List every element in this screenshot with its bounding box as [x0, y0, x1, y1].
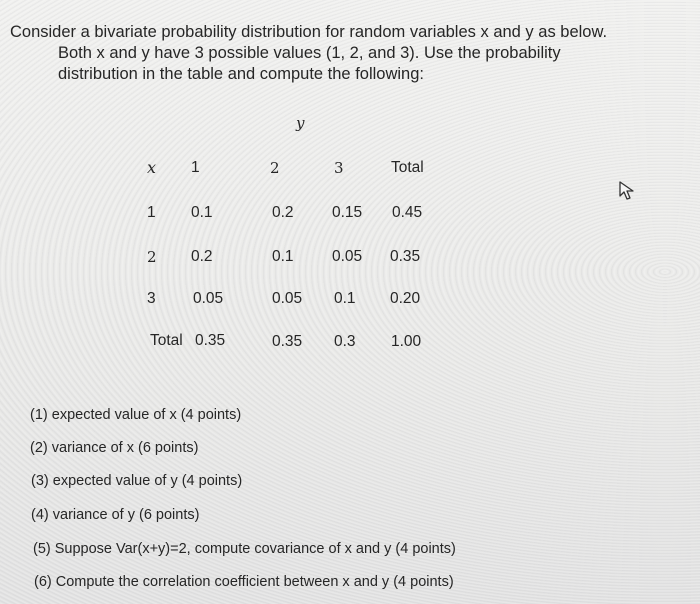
row-label: Total	[150, 332, 183, 349]
question-item: (2) variance of x (6 points)	[30, 440, 199, 456]
header-cell: Total	[391, 159, 424, 176]
x-axis-label: x	[147, 158, 157, 177]
table-cell: 0.2	[191, 248, 213, 265]
question-item: (1) expected value of x (4 points)	[30, 407, 242, 423]
y-axis-label: y	[296, 114, 305, 132]
question-item: (4) variance of y (6 points)	[31, 507, 200, 523]
table-cell: 0.20	[390, 290, 421, 307]
table-cell: 0.1	[334, 290, 356, 307]
question-item: (3) expected value of y (4 points)	[31, 473, 243, 489]
table-cell: 0.1	[191, 204, 213, 221]
table-cell: 1.00	[391, 333, 422, 350]
table-cell: 0.35	[272, 333, 303, 350]
table-cell: 0.05	[332, 248, 363, 265]
table-cell: 0.1	[272, 248, 294, 265]
row-label: 3	[147, 290, 156, 307]
row-label: 2	[147, 248, 157, 266]
mouse-pointer-icon	[618, 180, 638, 207]
table-cell: 0.05	[272, 290, 303, 307]
row-label: 1	[147, 204, 156, 221]
problem-statement	[10, 22, 660, 85]
table-cell: 0.05	[193, 290, 224, 307]
header-cell: 1	[191, 159, 200, 176]
header-cell: 2	[270, 159, 280, 177]
header-cell: 3	[334, 159, 344, 177]
question-item: (5) Suppose Var(x+y)=2, compute covariance of x and y (4 points)	[33, 541, 456, 557]
question-item: (6) Compute the correlation coefficient between x and y (4 points)	[34, 574, 454, 590]
table-cell: 0.45	[392, 204, 423, 221]
table-cell: 0.35	[195, 332, 226, 349]
intro-line-3: distribution in the table and compute the following:	[58, 65, 424, 83]
table-cell: 0.2	[272, 204, 294, 221]
intro-line-2: Both x and y have 3 possible values (1, 2, and 3). Use the probability	[58, 44, 561, 62]
table-cell: 0.15	[332, 204, 363, 221]
table-cell: 0.3	[334, 333, 356, 350]
table-cell: 0.35	[390, 248, 421, 265]
intro-line-1: Consider a bivariate probability distribution for random variables x and y as below.	[10, 23, 608, 41]
